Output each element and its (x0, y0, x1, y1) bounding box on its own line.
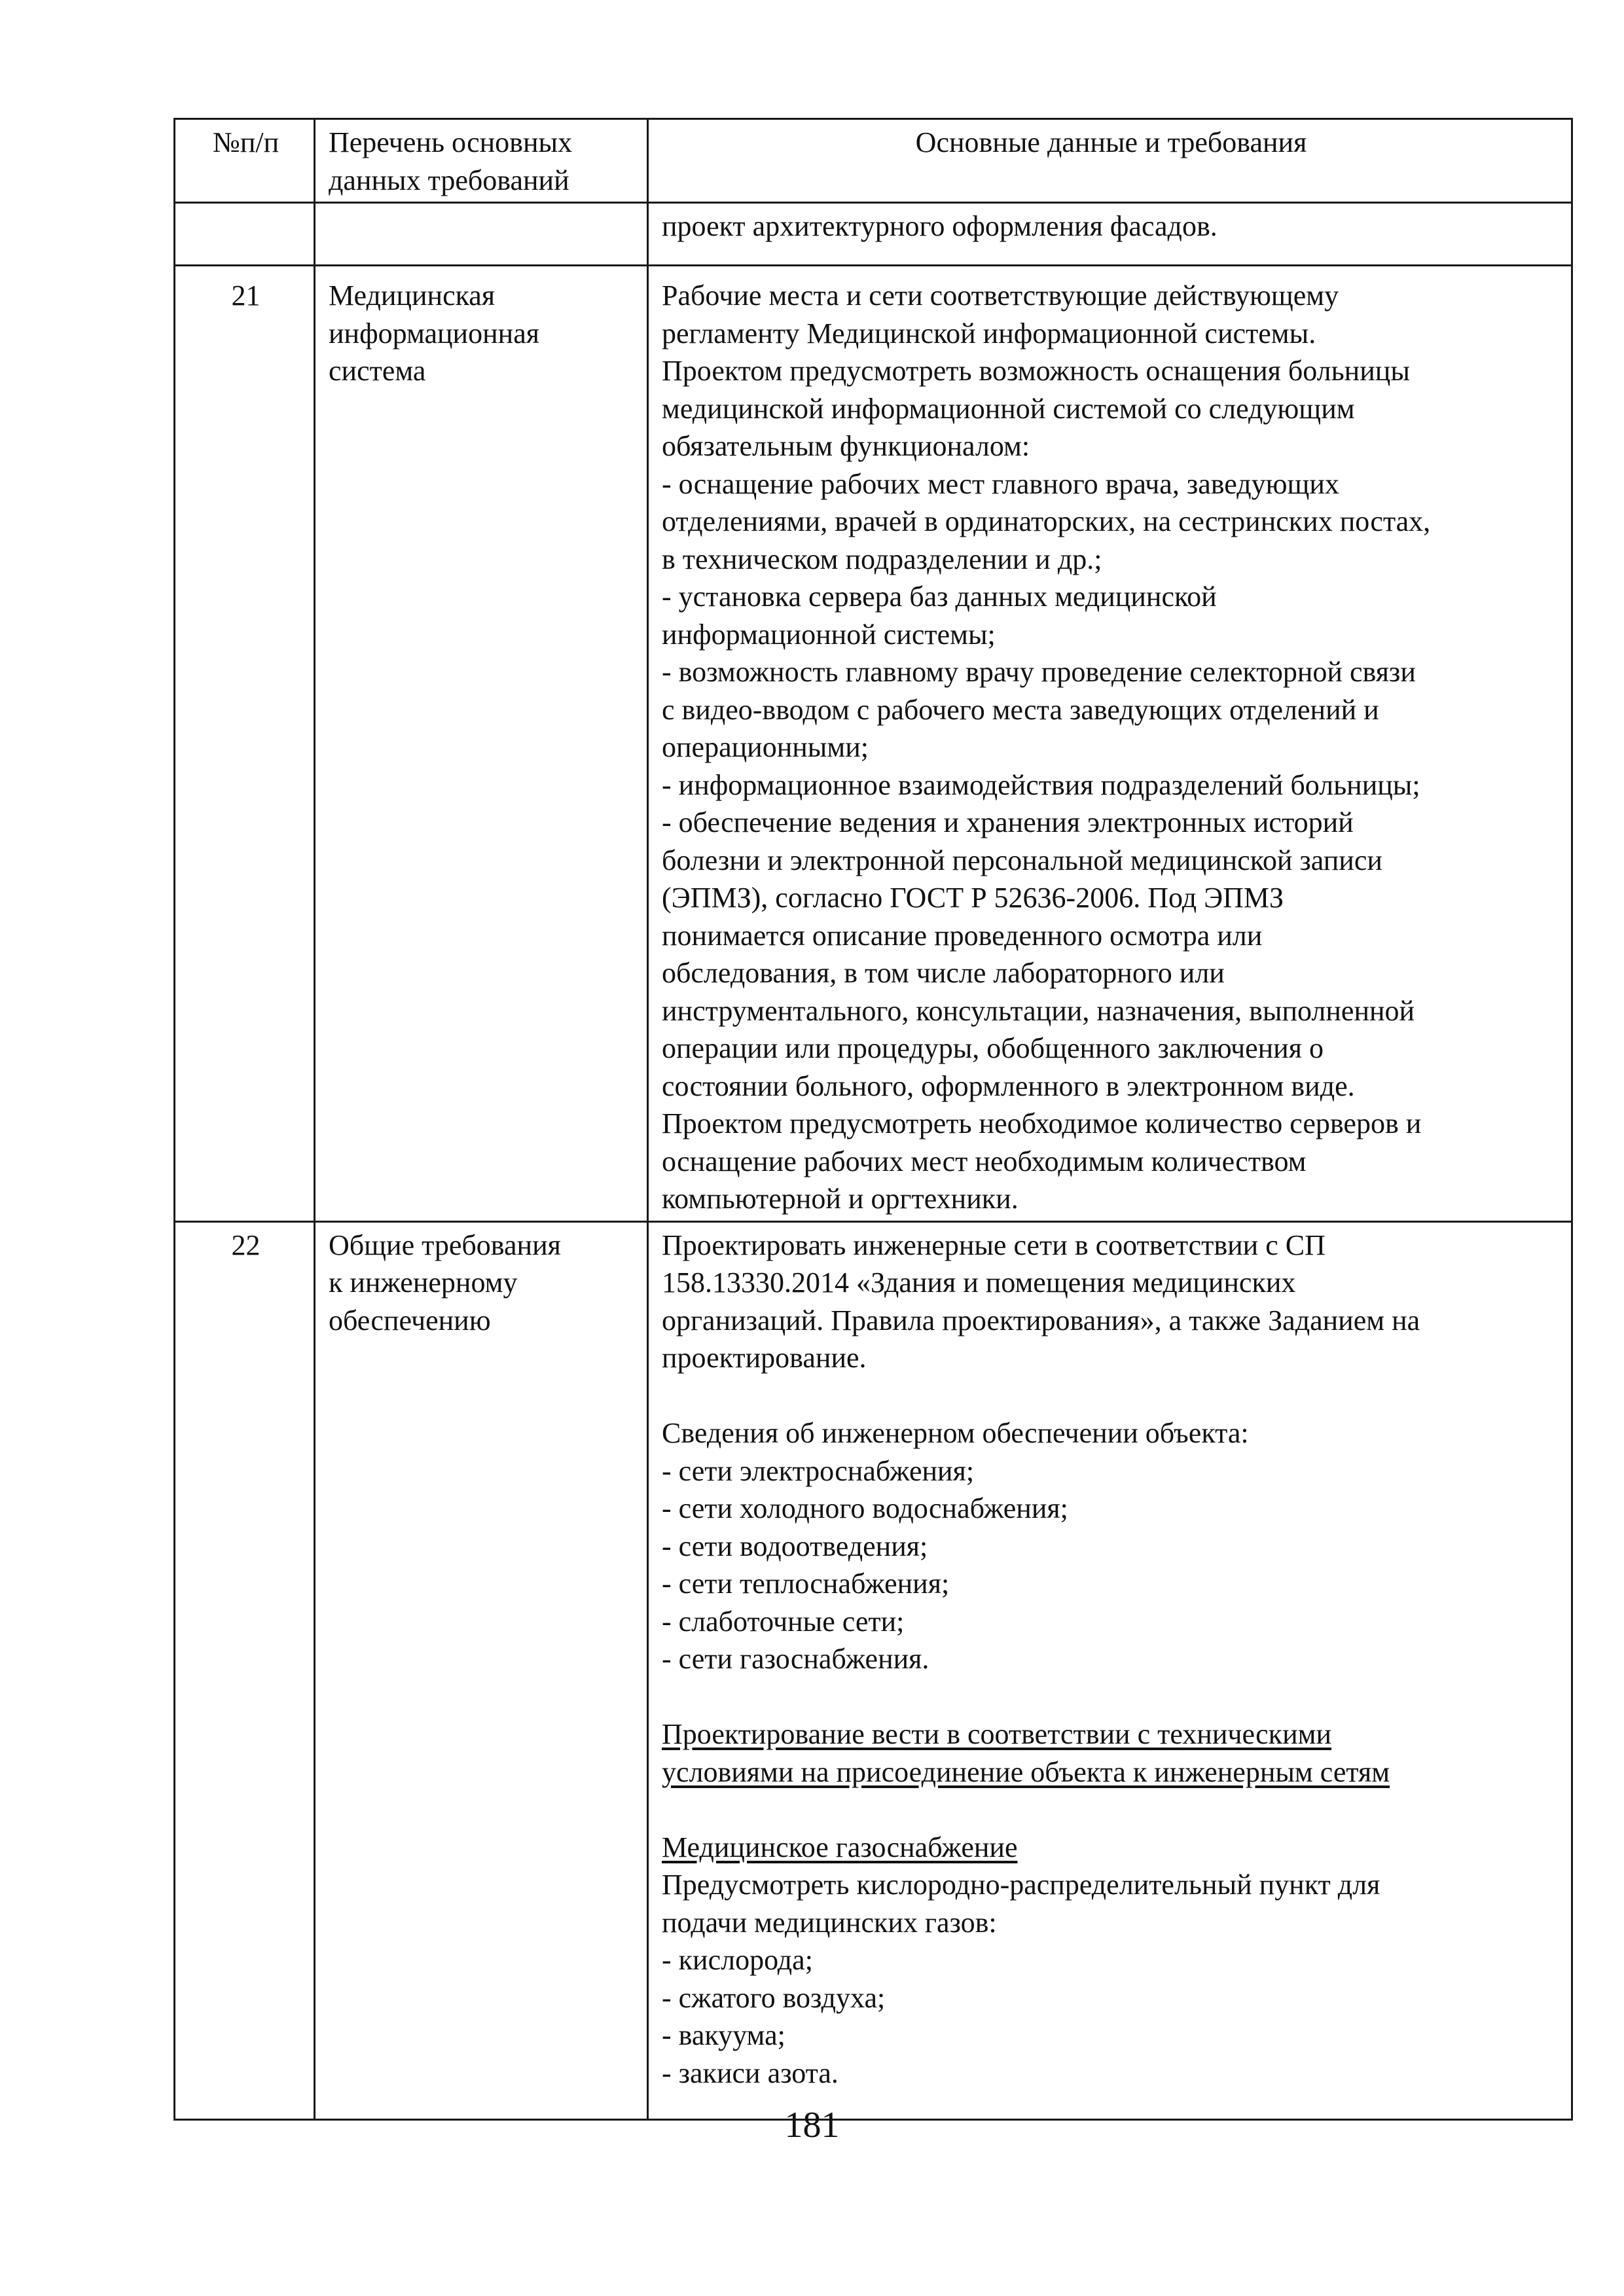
row-content-cell (648, 1221, 1572, 2119)
table-header-row (175, 119, 1572, 203)
text-line: 158.13330.2014 «Здания и помещения медицинских (662, 1266, 1296, 1299)
continuation-text-cell (648, 203, 1572, 266)
text-line: инструментального, консультации, назначения, выполненной (662, 994, 1415, 1027)
list-item: - слаботочные сети; (662, 1605, 905, 1638)
text-line: Предусмотреть кислородно-распределительный пункт для (662, 1869, 1380, 1901)
row-number-value: 21 (231, 279, 261, 312)
text-line: обязательным функционалом: (662, 430, 1030, 462)
header-number-cell (175, 119, 315, 203)
continuation-title-cell (315, 203, 648, 266)
list-item: - закиси азота. (662, 2056, 839, 2089)
row-number (175, 266, 315, 1222)
text-line: - возможность главному врачу проведение селекторной связи (662, 656, 1416, 688)
text-line: (ЭПМЗ), согласно ГОСТ Р 52636-2006. Под ЭПМЗ (662, 882, 1284, 914)
row-title-line: Общие требования (329, 1229, 561, 1261)
text-line: Рабочие места и сети соответствующие действующему (662, 279, 1339, 312)
text-line: операционными; (662, 731, 869, 763)
header-list-label-line: данных требований (329, 164, 569, 196)
text-line: Проектом предусмотреть возможность оснащения больницы (662, 355, 1410, 387)
text-line: отделениями, врачей в ординаторских, на сестринских постах, (662, 505, 1431, 537)
row-title-cell (315, 1221, 648, 2119)
eng-heading: Сведения об инженерном обеспечении объекта: (662, 1417, 1249, 1449)
header-data-label: Основные данные и требования (915, 126, 1307, 158)
page-number: 181 (784, 2105, 840, 2145)
text-line: организаций. Правила проектирования», а также Заданием на (662, 1304, 1420, 1336)
text-line: обследования, в том числе лабораторного или (662, 957, 1225, 989)
text-line: оснащение рабочих мест необходимым количеством (662, 1145, 1307, 1177)
header-list-cell (315, 119, 648, 203)
row-content-cell (648, 266, 1572, 1222)
continuation-number-cell (175, 203, 315, 266)
row-number (175, 1221, 315, 2119)
row-title-line: обеспечению (329, 1304, 491, 1336)
row-number-value: 22 (231, 1229, 261, 1261)
list-item: - сети газоснабжения. (662, 1643, 929, 1675)
row-title-line: к инженерному (329, 1266, 518, 1299)
text-line: медицинской информационной системой со следующим (662, 392, 1355, 425)
table-row-21 (175, 266, 1572, 1222)
row-title-line: Медицинская (329, 279, 496, 312)
text-line: компьютерной и оргтехники. (662, 1183, 1019, 1215)
text-line: с видео-вводом с рабочего места заведующих отделений и (662, 693, 1379, 726)
text-line: информационной системы; (662, 618, 996, 651)
med-gas-heading: Медицинское газоснабжение (662, 1831, 1018, 1863)
text-line: болезни и электронной персональной медицинской записи (662, 844, 1382, 876)
text-line: понимается описание проведенного осмотра или (662, 919, 1263, 952)
list-item: - кислорода; (662, 1944, 813, 1976)
list-item: - сети теплоснабжения; (662, 1568, 950, 1600)
header-data-cell (648, 119, 1572, 203)
list-item: - вакуума; (662, 2019, 785, 2051)
row-title-cell (315, 266, 648, 1222)
text-line: Проектировать инженерные сети в соответствии с СП (662, 1229, 1326, 1261)
list-item: - сжатого воздуха; (662, 1981, 886, 2014)
list-item: - сети электроснабжения; (662, 1454, 975, 1487)
row-title-line: информационная (329, 317, 539, 350)
text-line: операции или процедуры, обобщенного заключения о (662, 1032, 1324, 1064)
text-line: - оснащение рабочих мест главного врача, заведующих (662, 467, 1339, 500)
table-row-22 (175, 1221, 1572, 2119)
paragraph-gap (662, 1377, 1561, 1415)
text-line: подачи медицинских газов: (662, 1906, 997, 1939)
text-line: в техническом подразделении и др.; (662, 543, 1102, 575)
paragraph-gap (662, 1678, 1561, 1716)
text-line: - информационное взаимодействия подразделений больницы; (662, 768, 1420, 801)
list-item: - сети водоотведения; (662, 1530, 928, 1562)
paragraph-gap (662, 1791, 1561, 1829)
continuation-text: проект архитектурного оформления фасадов. (662, 210, 1218, 242)
text-line: регламенту Медицинской информационной системы. (662, 317, 1316, 350)
text-line: Проектом предусмотреть необходимое количество серверов и (662, 1107, 1422, 1139)
tech-conditions-line: условиями на присоединение объекта к инженерным сетям (662, 1755, 1390, 1788)
header-list-label-line: Перечень основных (329, 126, 573, 158)
tech-conditions-line: Проектирование вести в соответствии с техническими (662, 1718, 1331, 1750)
row-title-line: система (329, 355, 426, 387)
header-number-label: №п/п (212, 126, 280, 158)
requirements-table (173, 118, 1573, 2121)
text-line: - установка сервера баз данных медицинской (662, 581, 1217, 613)
text-line: - обеспечение ведения и хранения электронных историй (662, 806, 1354, 838)
text-line: проектирование. (662, 1342, 867, 1374)
list-item: - сети холодного водоснабжения; (662, 1492, 1068, 1524)
text-line: состоянии больного, оформленного в электронном виде. (662, 1069, 1355, 1102)
continuation-row (175, 203, 1572, 266)
